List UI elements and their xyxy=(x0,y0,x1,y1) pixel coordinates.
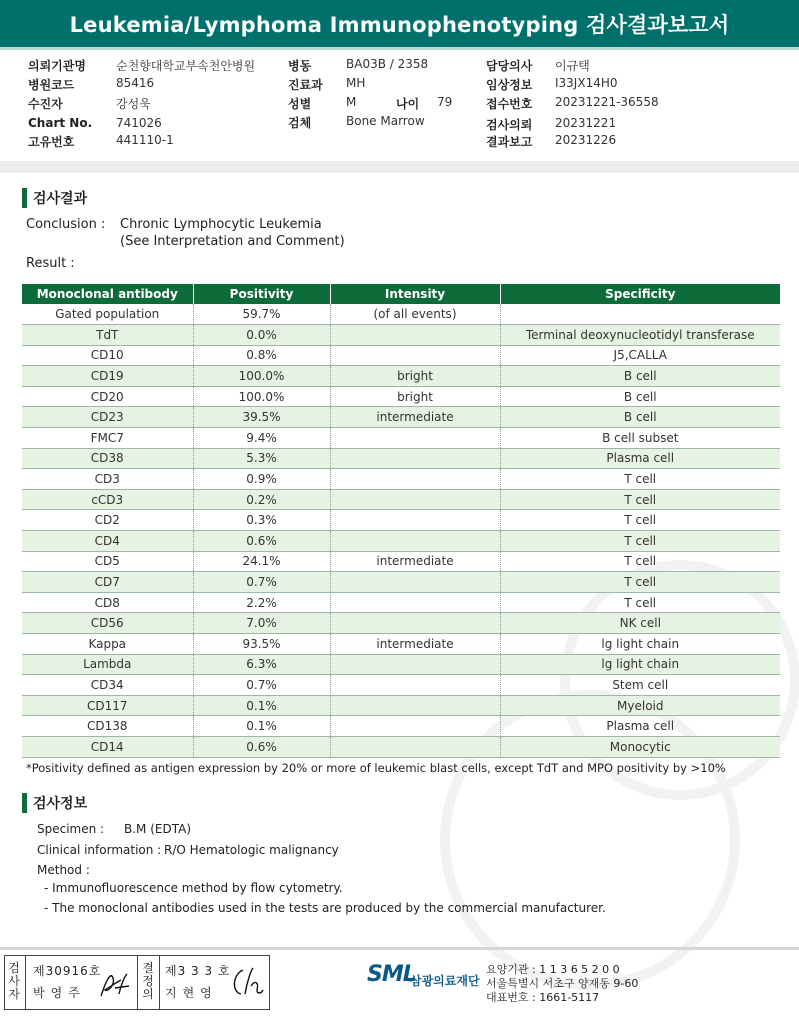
cell-positivity: 0.9% xyxy=(193,469,330,490)
exam-info-heading-text: 검사정보 xyxy=(33,796,88,812)
table-row xyxy=(22,654,780,675)
cell-positivity: 2.2% xyxy=(193,592,330,613)
cell-antibody: FMC7 xyxy=(22,428,193,449)
chart-no-value: 741026 xyxy=(116,116,162,130)
unique-no-value: 441110-1 xyxy=(116,133,174,147)
examiner-vertical-label xyxy=(7,962,21,1001)
cell-specificity: B cell xyxy=(500,366,780,387)
cell-divider xyxy=(137,956,138,1009)
cell-antibody: CD14 xyxy=(22,736,193,757)
specimen-label: 검체 xyxy=(288,116,312,130)
table-row xyxy=(22,675,780,696)
cell-antibody: CD117 xyxy=(22,695,193,716)
receipt-label: 접수번호 xyxy=(486,97,533,111)
specimen-info-label: Specimen : xyxy=(37,822,105,836)
vertical-char: 사 xyxy=(8,974,20,988)
header-specificity: Specificity xyxy=(500,284,780,304)
cell-positivity: 9.4% xyxy=(193,428,330,449)
approver-signature-icon xyxy=(227,964,267,1002)
table-row xyxy=(22,634,780,655)
cell-intensity: intermediate xyxy=(330,407,500,428)
cell-specificity: J5,CALLA xyxy=(500,345,780,366)
cell-intensity xyxy=(330,716,500,737)
cell-positivity: 0.2% xyxy=(193,489,330,510)
cell-intensity xyxy=(330,695,500,716)
cell-positivity: 6.3% xyxy=(193,654,330,675)
conclusion-line2: (See Interpretation and Comment) xyxy=(120,234,345,249)
table-header-row xyxy=(22,284,780,304)
clinical-info-value: R/O Hematologic malignancy xyxy=(164,843,339,857)
header-antibody: Monoclonal antibody xyxy=(22,284,193,304)
table-row xyxy=(22,695,780,716)
cell-antibody: CD3 xyxy=(22,469,193,490)
cell-positivity: 0.8% xyxy=(193,345,330,366)
cell-antibody: Kappa xyxy=(22,634,193,655)
table-row xyxy=(22,366,780,387)
age-label: 나이 xyxy=(396,97,420,111)
table-row xyxy=(22,572,780,593)
table-row xyxy=(22,469,780,490)
signature-box xyxy=(4,955,270,1010)
cell-antibody: CD19 xyxy=(22,366,193,387)
cell-specificity xyxy=(500,304,780,325)
cell-intensity: (of all events) xyxy=(330,304,500,325)
cell-positivity: 93.5% xyxy=(193,634,330,655)
cell-specificity: Stem cell xyxy=(500,675,780,696)
org-phone: 대표번호 : 1661-5117 xyxy=(486,991,600,1004)
header-positivity: Positivity xyxy=(193,284,330,304)
care-institution-code: 요양기관 : 1 1 3 6 5 2 0 0 xyxy=(486,963,620,976)
cell-positivity: 100.0% xyxy=(193,366,330,387)
cell-intensity xyxy=(330,325,500,346)
sex-value: M xyxy=(346,95,357,109)
approver-vertical-label xyxy=(141,962,155,1001)
cell-antibody: CD38 xyxy=(22,448,193,469)
receipt-value: 20231221-36558 xyxy=(555,95,659,109)
method-item-2: - The monoclonal antibodies used in the tests are produced by the commercial manufacturer. xyxy=(44,901,606,915)
age-value: 79 xyxy=(437,95,453,109)
cell-intensity xyxy=(330,448,500,469)
cell-positivity: 0.3% xyxy=(193,510,330,531)
institution-value: 순천향대학교부속천안병원 xyxy=(116,59,256,73)
cell-specificity: NK cell xyxy=(500,613,780,634)
cell-specificity: Myeloid xyxy=(500,695,780,716)
vertical-char: 의 xyxy=(142,987,154,1001)
table-row xyxy=(22,448,780,469)
method-item-1: - Immunofluorescence method by flow cytometry. xyxy=(44,881,343,895)
section-divider xyxy=(0,161,799,173)
cell-specificity: T cell xyxy=(500,531,780,552)
ward-label: 병동 xyxy=(288,59,312,73)
doctor-value: 이규택 xyxy=(555,59,590,73)
cell-antibody: CD2 xyxy=(22,510,193,531)
request-date: 20231221 xyxy=(555,116,617,130)
sml-org-name: 삼광의료재단 xyxy=(410,974,480,988)
clinical-label: 임상정보 xyxy=(486,78,533,92)
ward-value: BA03B / 2358 xyxy=(346,57,429,71)
doctor-label: 담당의사 xyxy=(486,59,533,73)
cell-antibody: CD5 xyxy=(22,551,193,572)
dept-value: MH xyxy=(346,76,366,90)
cell-specificity: Monocytic xyxy=(500,736,780,757)
chart-no-label: Chart No. xyxy=(28,116,93,130)
specimen-value: Bone Marrow xyxy=(346,114,425,128)
hospital-code-label: 병원코드 xyxy=(28,78,75,92)
exam-info-heading xyxy=(22,793,87,813)
cell-antibody: TdT xyxy=(22,325,193,346)
heading-bar xyxy=(22,793,27,813)
table-row xyxy=(22,345,780,366)
cell-antibody: CD20 xyxy=(22,386,193,407)
examiner-signature-icon xyxy=(97,968,133,1002)
cell-positivity: 0.6% xyxy=(193,736,330,757)
cell-intensity: intermediate xyxy=(330,634,500,655)
cell-intensity xyxy=(330,572,500,593)
cell-intensity xyxy=(330,510,500,531)
table-row xyxy=(22,551,780,572)
result-label: Result : xyxy=(26,256,75,271)
request-label: 검사의뢰 xyxy=(486,118,533,132)
cell-intensity xyxy=(330,613,500,634)
examiner-name: 박영주 xyxy=(33,986,86,1000)
clinical-value: I33JX14H0 xyxy=(555,76,618,90)
specimen-info-value: B.M (EDTA) xyxy=(124,822,192,836)
report-date-label: 결과보고 xyxy=(486,135,533,149)
approver-name: 지현영 xyxy=(165,986,218,1000)
table-row xyxy=(22,428,780,449)
conclusion-label: Conclusion : xyxy=(26,217,106,232)
cell-positivity: 7.0% xyxy=(193,613,330,634)
cell-intensity xyxy=(330,428,500,449)
approver-license-no: 제3 3 3 호 xyxy=(165,964,231,978)
cell-intensity xyxy=(330,654,500,675)
report-title-bar xyxy=(0,0,799,50)
cell-positivity: 24.1% xyxy=(193,551,330,572)
cell-intensity xyxy=(330,592,500,613)
table-row xyxy=(22,407,780,428)
table-row xyxy=(22,531,780,552)
sml-logo: SML xyxy=(367,962,416,987)
header-intensity: Intensity xyxy=(330,284,500,304)
cell-antibody: CD34 xyxy=(22,675,193,696)
cell-positivity: 59.7% xyxy=(193,304,330,325)
cell-specificity: T cell xyxy=(500,551,780,572)
examiner-license-no: 제30916호 xyxy=(33,964,102,978)
cell-antibody: Lambda xyxy=(22,654,193,675)
vertical-char: 결 xyxy=(142,961,154,975)
cell-positivity: 39.5% xyxy=(193,407,330,428)
table-row xyxy=(22,489,780,510)
cell-intensity xyxy=(330,531,500,552)
vertical-char: 정 xyxy=(142,974,154,988)
cell-specificity: Plasma cell xyxy=(500,716,780,737)
cell-positivity: 0.0% xyxy=(193,325,330,346)
cell-positivity: 0.7% xyxy=(193,572,330,593)
cell-antibody: CD23 xyxy=(22,407,193,428)
cell-antibody: CD138 xyxy=(22,716,193,737)
vertical-char: 검 xyxy=(8,961,20,975)
table-row xyxy=(22,613,780,634)
method-label: Method : xyxy=(37,863,90,877)
cell-antibody: Gated population xyxy=(22,304,193,325)
cell-specificity: T cell xyxy=(500,469,780,490)
cell-antibody: CD10 xyxy=(22,345,193,366)
dept-label: 진료과 xyxy=(288,78,323,92)
cell-positivity: 0.1% xyxy=(193,695,330,716)
sex-label: 성별 xyxy=(288,97,312,111)
cell-divider xyxy=(159,956,160,1009)
table-row xyxy=(22,592,780,613)
cell-divider xyxy=(25,956,26,1009)
clinical-info-label: Clinical information : xyxy=(37,843,162,857)
cell-specificity: Terminal deoxynucleotidyl transferase xyxy=(500,325,780,346)
cell-specificity: Plasma cell xyxy=(500,448,780,469)
recipient-label: 수진자 xyxy=(28,97,63,111)
unique-no-label: 고유번호 xyxy=(28,135,75,149)
cell-positivity: 0.6% xyxy=(193,531,330,552)
positivity-footnote: *Positivity defined as antigen expression by 20% or more of leukemic blast cells, except TdT and MPO positivity by >10% xyxy=(26,761,726,775)
results-heading-text: 검사결과 xyxy=(33,191,88,207)
cell-specificity: lg light chain xyxy=(500,634,780,655)
results-table xyxy=(22,284,780,758)
table-row xyxy=(22,736,780,757)
cell-positivity: 0.7% xyxy=(193,675,330,696)
cell-antibody: cCD3 xyxy=(22,489,193,510)
table-row xyxy=(22,510,780,531)
cell-specificity: B cell subset xyxy=(500,428,780,449)
report-title: Leukemia/Lymphoma Immunophenotyping 검사결과보고서 xyxy=(69,12,730,37)
cell-intensity xyxy=(330,675,500,696)
cell-positivity: 5.3% xyxy=(193,448,330,469)
cell-intensity xyxy=(330,489,500,510)
table-row xyxy=(22,325,780,346)
hospital-code-value: 85416 xyxy=(116,76,155,90)
results-heading xyxy=(22,188,87,208)
conclusion-line1: Chronic Lymphocytic Leukemia xyxy=(120,217,322,232)
cell-specificity: B cell xyxy=(500,386,780,407)
org-address: 서울특별시 서초구 양재동 9-60 xyxy=(486,977,639,990)
institution-label: 의뢰기관명 xyxy=(28,59,86,73)
cell-specificity: T cell xyxy=(500,489,780,510)
table-row xyxy=(22,386,780,407)
report-date: 20231226 xyxy=(555,133,617,147)
cell-positivity: 0.1% xyxy=(193,716,330,737)
heading-bar xyxy=(22,188,27,208)
cell-antibody: CD4 xyxy=(22,531,193,552)
cell-intensity xyxy=(330,345,500,366)
footer-divider xyxy=(0,947,799,950)
patient-info xyxy=(0,55,799,155)
cell-antibody: CD56 xyxy=(22,613,193,634)
cell-specificity: T cell xyxy=(500,592,780,613)
vertical-char: 자 xyxy=(8,987,20,1001)
cell-specificity: T cell xyxy=(500,510,780,531)
cell-intensity: bright xyxy=(330,386,500,407)
cell-intensity: bright xyxy=(330,366,500,387)
cell-intensity xyxy=(330,736,500,757)
table-row xyxy=(22,716,780,737)
cell-intensity: intermediate xyxy=(330,551,500,572)
cell-specificity: lg light chain xyxy=(500,654,780,675)
cell-antibody: CD8 xyxy=(22,592,193,613)
table-row xyxy=(22,304,780,325)
recipient-value: 강성욱 xyxy=(116,97,151,111)
cell-antibody: CD7 xyxy=(22,572,193,593)
cell-intensity xyxy=(330,469,500,490)
cell-specificity: B cell xyxy=(500,407,780,428)
cell-specificity: T cell xyxy=(500,572,780,593)
cell-positivity: 100.0% xyxy=(193,386,330,407)
